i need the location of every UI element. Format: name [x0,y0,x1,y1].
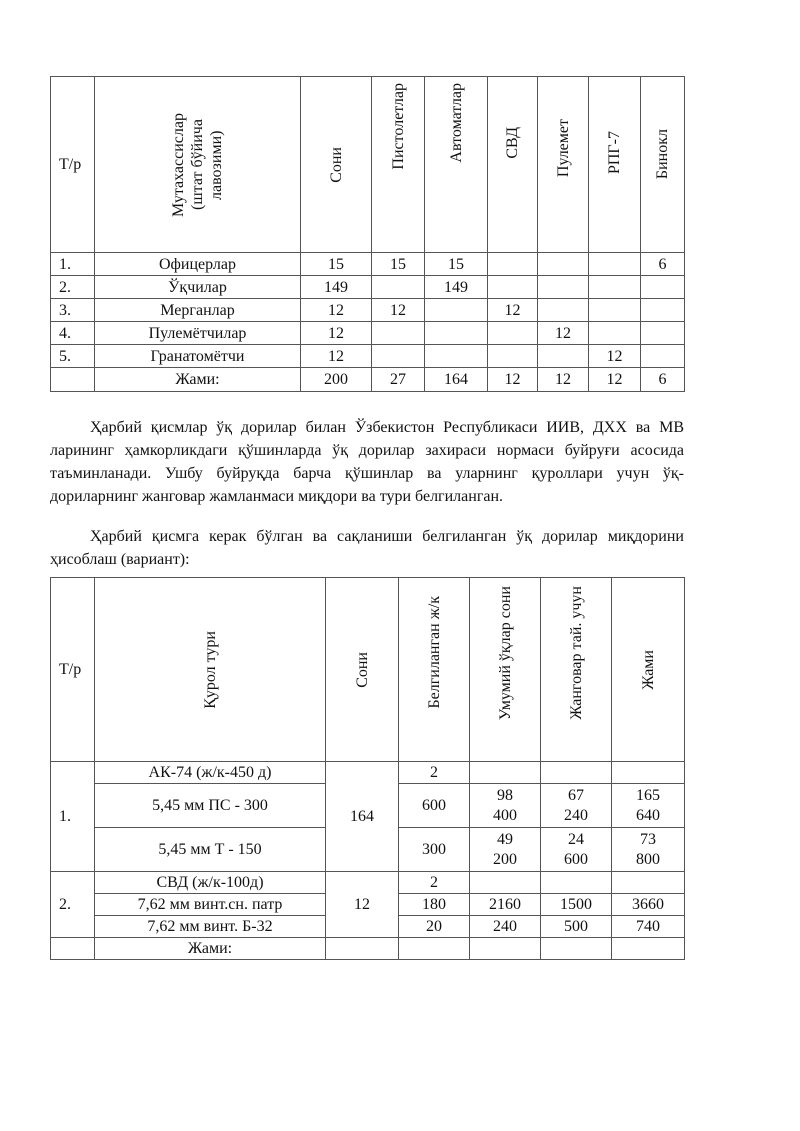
row-name: Офицерлар [95,253,301,276]
total-empty [612,938,685,960]
row-automats [425,299,488,322]
row-binocular [641,322,685,345]
header-weapon-type: Қурол тури [95,578,326,762]
row-svd [488,276,538,299]
header-specialists [95,77,301,253]
total-svd: 12 [488,368,538,392]
row-count: 15 [301,253,372,276]
row-pistols: 15 [372,253,425,276]
header-specialists-line2: (штат бўйича [189,119,206,210]
table2-total-row [51,938,685,960]
row-automats [425,322,488,345]
row-mg: 12 [538,322,589,345]
combat-rounds: 24 600 [541,828,612,872]
header-combat: Жанговар тай. учун [541,578,612,762]
table-row [51,345,685,368]
total-rounds: 2160 [470,894,541,916]
row-name: Пулемётчилар [95,322,301,345]
designated: 180 [399,894,470,916]
row-mg [538,276,589,299]
row-rpg [589,299,641,322]
row-num: 3. [51,299,95,322]
total-automats: 164 [425,368,488,392]
header-specialists-line1: Мутахассислар [170,112,187,217]
header-num: Т/р [51,578,95,762]
row-svd [488,322,538,345]
total-label: Жами: [95,938,326,960]
row-automats [425,345,488,368]
row-num: 1. [51,253,95,276]
weapon-name: АК-74 (ж/к-450 д) [95,762,326,784]
row-automats: 149 [425,276,488,299]
table-row [51,762,685,784]
weapon-name: 5,45 мм ПС - 300 [95,784,326,828]
total-rounds: 49 200 [470,828,541,872]
sum-rounds [612,872,685,894]
row-count: 12 [301,322,372,345]
total-count: 200 [301,368,372,392]
row-automats: 15 [425,253,488,276]
combat-rounds [541,762,612,784]
table-row [51,872,685,894]
row-name: Гранатомётчи [95,345,301,368]
row-svd [488,345,538,368]
group-count: 12 [326,872,399,938]
weapon-name: СВД (ж/к-100д) [95,872,326,894]
row-rpg [589,276,641,299]
header-binocular: Бинокл [641,77,685,253]
row-count: 12 [301,345,372,368]
designated: 20 [399,916,470,938]
row-pistols: 12 [372,299,425,322]
header-automats: Автоматлар [425,77,488,253]
group-count: 164 [326,762,399,872]
row-svd [488,253,538,276]
combat-rounds: 67 240 [541,784,612,828]
row-rpg: 12 [589,345,641,368]
row-mg [538,345,589,368]
combat-rounds [541,872,612,894]
total-rounds: 240 [470,916,541,938]
header-sum: Жами [612,578,685,762]
total-empty [399,938,470,960]
row-mg [538,253,589,276]
header-num: Т/р [51,77,95,253]
total-empty [326,938,399,960]
table-row [51,276,685,299]
combat-rounds: 1500 [541,894,612,916]
total-pistols: 27 [372,368,425,392]
table2-header-row [51,578,685,762]
row-rpg [589,322,641,345]
total-binocular: 6 [641,368,685,392]
row-binocular [641,345,685,368]
row-name: Ўқчилар [95,276,301,299]
weapon-name: 7,62 мм винт.сн. патр [95,894,326,916]
sum-rounds: 165 640 [612,784,685,828]
total-empty [541,938,612,960]
header-machinegun: Пулемет [538,77,589,253]
sum-rounds: 73 800 [612,828,685,872]
table-row [51,253,685,276]
total-empty [470,938,541,960]
row-num: 4. [51,322,95,345]
table-row [51,322,685,345]
row-pistols [372,345,425,368]
total-label: Жами: [95,368,301,392]
group-num: 1. [51,762,95,872]
designated: 2 [399,872,470,894]
ammunition-calculation-table [50,577,685,960]
row-name: Мерганлар [95,299,301,322]
row-binocular [641,276,685,299]
row-mg [538,299,589,322]
body-paragraph-1: Ҳарбий қисмлар ўқ дорилар билан Ўзбекистон Республикаси ИИВ, ДХХ ва МВ ларининг ҳамкорликдаги қўшинларда ўқ дорилар захираси нормаси буйруғи асосида таъминланади. Ушбу буйруқда барча қўшинлар ва уларнинг қуроллари учун ўқ-дориларнинг жанговар жамланмаси миқдори ва тури белгиланган. [50,419,684,505]
header-rpg: РПГ-7 [589,77,641,253]
personnel-weapons-table [50,76,685,392]
designated: 2 [399,762,470,784]
group-num: 2. [51,872,95,938]
header-specialists-line3: лавозими) [208,129,225,200]
header-count: Сони [326,578,399,762]
header-designated: Белгиланган ж/к [399,578,470,762]
weapon-name: 5,45 мм Т - 150 [95,828,326,872]
sum-rounds [612,762,685,784]
total-empty [51,368,95,392]
table1-header-row [51,77,685,253]
table1-total-row [51,368,685,392]
row-binocular [641,299,685,322]
total-rpg: 12 [589,368,641,392]
row-binocular: 6 [641,253,685,276]
total-rounds: 98 400 [470,784,541,828]
total-rounds [470,762,541,784]
header-total-rounds: Умумий ўқлар сони [470,578,541,762]
header-svd: СВД [488,77,538,253]
row-pistols [372,322,425,345]
header-count: Сони [301,77,372,253]
sum-rounds: 3660 [612,894,685,916]
designated: 600 [399,784,470,828]
row-count: 149 [301,276,372,299]
sum-rounds: 740 [612,916,685,938]
combat-rounds: 500 [541,916,612,938]
row-pistols [372,276,425,299]
body-paragraph-2: Ҳарбий қисмга керак бўлган ва сақланиши белгиланган ўқ дорилар миқдорини ҳисоблаш (вариант): [50,528,684,568]
total-empty [51,938,95,960]
table-row [51,299,685,322]
row-rpg [589,253,641,276]
header-pistols: Пистолетлар [372,77,425,253]
total-rounds [470,872,541,894]
weapon-name: 7,62 мм винт. Б-32 [95,916,326,938]
total-mg: 12 [538,368,589,392]
designated: 300 [399,828,470,872]
row-count: 12 [301,299,372,322]
row-svd: 12 [488,299,538,322]
row-num: 2. [51,276,95,299]
row-num: 5. [51,345,95,368]
